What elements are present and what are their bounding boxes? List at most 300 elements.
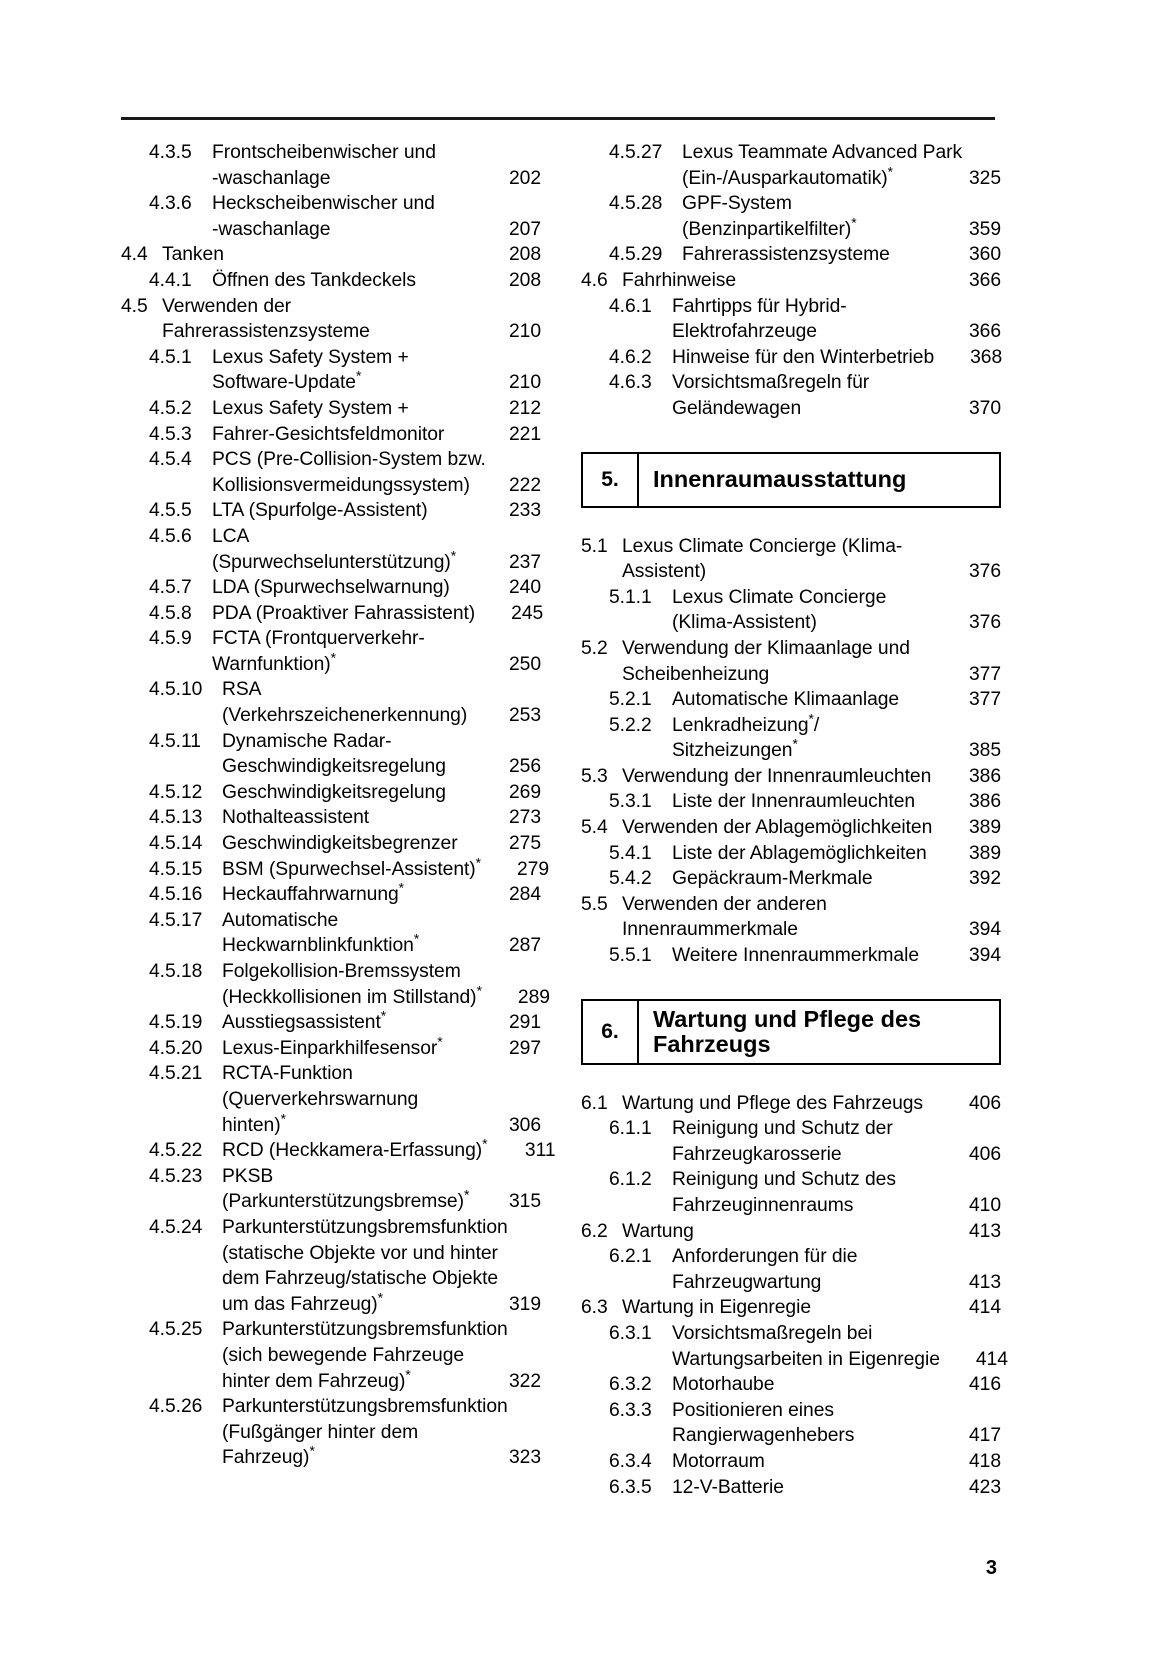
toc-entry-title: (sich bewegende Fahrzeuge [222,1344,465,1366]
toc-entry[interactable] [581,140,1001,191]
toc-entry-page[interactable]: 208 [508,269,541,291]
toc-entry-body [212,524,541,575]
toc-entry-title: Software-Update* [212,367,362,394]
toc-leader-dots [820,1309,956,1310]
toc-entry-number: 4.6.2 [609,346,652,368]
toc-entry[interactable] [121,422,541,448]
toc-entry[interactable] [121,447,541,498]
toc-entry[interactable] [121,879,541,908]
toc-entry-page[interactable]: 256 [508,756,541,778]
toc-leader-dots [379,333,496,334]
toc-entry-page[interactable]: 311 [524,1140,556,1162]
toc-entry[interactable] [581,1244,1001,1295]
toc-leader-dots [830,1284,956,1285]
toc-entry-line [222,1087,541,1113]
toc-entry-title: Fahrhinweise [622,269,737,291]
toc-entry-title: Motorraum [672,1450,765,1472]
toc-entry[interactable] [581,636,1001,687]
toc-entry-body [622,764,1001,790]
toc-entry-line [672,1475,1001,1501]
toc-leader-dots [233,256,496,257]
toc-entry-number: 6.3.3 [609,1399,652,1421]
toc-entry-line [222,1366,541,1395]
toc-entry-body [622,1295,1001,1321]
toc-entry[interactable] [121,140,541,191]
toc-entry-line [682,191,1001,217]
toc-entry-page[interactable]: 416 [968,1374,1001,1396]
toc-leader-dots [826,333,956,334]
toc-entry-title: (Parkunterstützungsbremse)* [222,1186,470,1213]
toc-entry-body [222,1061,541,1138]
toc-entry-title: Lexus-Einparkhilfesensor* [222,1033,443,1059]
toc-entry-number: 6.3.5 [609,1476,652,1498]
toc-leader-dots [902,180,956,181]
toc-entry-number: 4.5.17 [149,909,203,931]
toc-entry-page[interactable]: 376 [968,612,1001,634]
toc-entry-number: 4.5.27 [609,142,663,163]
toc-entry-page[interactable]: 385 [968,740,1001,762]
toc-entry-page[interactable]: 386 [968,765,1001,787]
toc-entry[interactable] [581,370,1001,421]
toc-entry-number: 4.5.11 [149,730,201,752]
toc-entry-body [222,1394,541,1471]
chapter-header[interactable] [581,452,1001,508]
toc-leader-dots [928,957,956,958]
toc-entry[interactable] [581,892,1001,943]
toc-entry[interactable] [121,498,541,524]
toc-entry[interactable] [581,710,1001,764]
toc-entry-page[interactable]: 414 [968,1297,1001,1319]
toc-entry[interactable] [121,601,544,627]
toc-entry-number: 5.4 [581,817,608,839]
toc-entry[interactable] [581,268,1001,294]
toc-entry-page[interactable]: 417 [968,1425,1001,1447]
toc-entry-body [212,191,541,242]
toc-leader-dots [774,1463,956,1464]
toc-entry-number: 4.6.3 [609,372,652,394]
toc-entry-title: Fahrzeuginnenraums [672,1195,854,1216]
toc-entry-title: (Heckkollisionen im Stillstand)* [222,982,482,1008]
toc-entry-title: Ausstiegsassistent* [222,1007,387,1034]
toc-entry-number: 6.3.2 [609,1374,652,1396]
toc-entry-line [212,649,541,678]
toc-entry[interactable] [121,396,541,422]
toc-entry[interactable] [121,294,541,345]
toc-entry-page[interactable]: 406 [968,1092,1001,1114]
toc-entry-line [222,703,541,729]
toc-entry[interactable] [121,626,541,677]
toc-entry[interactable] [581,191,1001,242]
toc-entry-body [682,242,1001,268]
toc-entry[interactable] [581,585,1001,636]
toc-entry-page[interactable]: 360 [968,244,1001,266]
toc-entry-line [622,764,1001,790]
toc-leader-dots [491,999,505,1000]
toc-entry-number: 4.5.14 [149,833,203,855]
toc-leader-dots [490,871,504,872]
toc-entry-page[interactable]: 394 [968,919,1001,941]
toc-entry-page[interactable]: 297 [508,1037,541,1059]
toc-entry-page[interactable]: 414 [975,1348,1008,1370]
toc-leader-dots [339,231,496,232]
toc-entry-body [212,140,541,191]
toc-entry-title: Liste der Ablagemöglichkeiten [672,842,927,864]
toc-entry[interactable] [581,1116,1001,1167]
toc-leader-dots [703,1233,956,1234]
toc-entry-title: Verwendung der Innenraumleuchten [622,765,932,787]
toc-entry[interactable] [121,805,541,831]
toc-entry[interactable] [121,242,541,268]
toc-entry-number: 4.5.2 [149,397,192,419]
toc-entry-title: LDA (Spurwechselwarnung) [212,577,450,599]
toc-entry[interactable] [581,866,1001,892]
toc-entry-line [682,214,1001,243]
toc-entry-page[interactable]: 368 [970,346,1003,368]
chapter-header[interactable] [581,999,1001,1065]
toc-entry-line [212,547,541,576]
toc-entry-page[interactable]: 386 [968,791,1001,813]
toc-entry-line [222,1420,541,1446]
toc-entry-page[interactable]: 202 [508,167,541,189]
toc-entry-title: FCTA (Frontquerverkehr- [212,628,425,650]
toc-entry-page[interactable]: 210 [508,321,541,343]
toc-entry-line [222,1266,541,1292]
toc-entry-title: Geschwindigkeitsbegrenzer [222,833,458,855]
toc-entry-line [222,1033,541,1062]
toc-entry[interactable] [581,841,1001,867]
toc-entry[interactable] [581,1475,1001,1501]
toc-entry-title: Wartung [622,1220,694,1242]
toc-entry-number: 6.3 [581,1297,608,1319]
toc-entry-title: (Querverkehrswarnung [222,1088,419,1110]
toc-entry-body [222,908,541,959]
toc-entry-title: Heckauffahrwarnung* [222,879,405,906]
toc-entry-number: 4.6.1 [609,295,652,317]
toc-entry-page[interactable]: 413 [968,1271,1001,1293]
toc-entry[interactable] [121,831,541,857]
toc-entry-page[interactable]: 210 [508,372,541,394]
toc-entry-page[interactable]: 237 [508,551,541,573]
toc-entry-page[interactable]: 273 [508,807,541,829]
toc-leader-dots [943,359,957,360]
toc-entry-number: 4.5.29 [609,244,663,266]
toc-entry[interactable] [581,1219,1001,1245]
toc-leader-dots [467,845,496,846]
toc-entry-title: PKSB [222,1165,274,1187]
toc-entry-body [672,1398,1001,1449]
toc-entry[interactable] [581,1321,1008,1372]
toc-leader-dots [826,624,956,625]
toc-leader-dots [455,768,496,769]
toc-leader-dots [862,1207,956,1208]
toc-entry-page[interactable]: 366 [968,321,1001,343]
toc-entry[interactable] [581,815,1001,841]
toc-entry[interactable] [581,943,1001,969]
toc-entry-title: Verwenden der Ablagemöglichkeiten [622,817,933,839]
toc-entry[interactable] [581,345,1001,371]
toc-entry-line [162,242,541,268]
toc-entry-body [672,585,1001,636]
toc-entry-body [222,729,541,780]
toc-entry-title: (Verkehrszeichenerkennung) [222,705,468,727]
toc-entry[interactable] [121,191,541,242]
toc-entry[interactable] [581,242,1001,268]
toc-entry[interactable] [121,1215,541,1317]
toc-entry-line [672,1372,1001,1398]
toc-entry-page[interactable]: 413 [968,1220,1001,1242]
toc-leader-dots [339,180,496,181]
toc-entry-title: Wartungsarbeiten in Eigenregie [672,1348,940,1370]
toc-column-left [121,140,556,1500]
toc-entry-body [622,1091,1001,1117]
toc-entry[interactable] [121,854,550,883]
toc-entry-body [212,345,541,396]
toc-entry-page[interactable]: 207 [508,218,541,240]
toc-entry-line [222,1289,541,1318]
toc-leader-dots [778,676,956,677]
toc-entry-page[interactable]: 222 [508,474,541,496]
toc-entry-page[interactable]: 325 [968,167,1001,189]
toc-leader-dots [484,615,498,616]
toc-entry-line [222,1007,541,1036]
toc-entry[interactable] [581,789,1001,815]
toc-entry-number: 4.5 [121,295,148,317]
toc-entry[interactable] [581,1295,1001,1321]
toc-entry[interactable] [581,687,1001,713]
toc-entry[interactable] [121,908,541,959]
toc-entry-body [212,396,541,422]
toc-entry-page[interactable]: 212 [508,397,541,419]
toc-entry-body [222,805,541,831]
toc-entry[interactable] [121,1394,541,1471]
toc-entry-page[interactable]: 377 [968,663,1001,685]
toc-leader-dots [455,794,496,795]
toc-entry-page[interactable]: 370 [968,397,1001,419]
toc-entry[interactable] [581,764,1001,790]
toc-entry-page[interactable]: 279 [517,858,550,880]
toc-entry-number: 5.2.1 [609,689,652,711]
toc-entry-title: dem Fahrzeug/statische Objekte [222,1268,499,1290]
toc-entry-page[interactable]: 423 [968,1476,1001,1498]
toc-entry-page[interactable]: 315 [508,1191,541,1213]
toc-entry-line [212,601,544,627]
toc-entry-number: 5.5.1 [609,945,652,967]
toc-entry-body [672,866,1001,892]
toc-entry[interactable] [581,1398,1001,1449]
toc-entry-page[interactable]: 275 [508,833,541,855]
toc-entry-title: hinten)* [222,1110,286,1136]
toc-entry-title: LCA [212,525,250,547]
chapter-title: Innenraumausstattung [653,466,907,493]
toc-entry-line [222,831,541,857]
toc-entry-page[interactable]: 418 [968,1450,1001,1472]
toc-entry[interactable] [121,345,541,396]
toc-leader-dots [810,410,956,411]
chapter-number: 5. [583,454,639,506]
toc-entry-title: -waschanlage [212,218,331,240]
toc-entry-title: Parkunterstützungsbremsfunktion [222,1396,508,1418]
toc-entry-number: 4.5.9 [149,628,192,650]
toc-entry-title: LTA (Spurfolge-Assistent) [212,500,428,522]
toc-entry-number: 4.5.15 [149,858,203,880]
toc-entry[interactable] [121,1135,556,1164]
toc-entry[interactable] [121,1061,541,1138]
toc-leader-dots [882,880,957,881]
toc-entry-number: 5.4.1 [609,842,652,864]
toc-entry-page[interactable]: 389 [968,842,1001,864]
toc-entry-title: Automatische Klimaanlage [672,689,900,711]
toc-entry-body [222,1007,541,1036]
toc-entry-page[interactable]: 394 [968,945,1001,967]
toc-entry-body [682,140,1001,191]
toc-entry-number: 6.1.2 [609,1169,652,1191]
toc-entry-line [212,524,541,550]
toc-entry-page[interactable]: 377 [968,689,1001,711]
toc-entry-body [672,345,1001,371]
toc-entry-title: Fahrzeug)* [222,1442,315,1469]
toc-entry-page[interactable]: 323 [508,1447,541,1469]
toc-entry-number: 4.5.5 [149,500,192,522]
toc-entry[interactable] [581,294,1001,345]
toc-entry-line [222,1394,541,1420]
toc-entry-page[interactable]: 359 [968,218,1001,240]
toc-entry-number: 6.3.1 [609,1322,652,1344]
toc-entry-line [212,367,541,396]
toc-entry-line [212,422,541,448]
toc-entry-body [622,534,1001,585]
toc-entry-line [222,805,541,831]
toc-entry-page[interactable]: 406 [968,1143,1001,1165]
toc-entry-body [222,1164,541,1215]
toc-leader-dots [459,589,496,590]
toc-entry-title: Warnfunktion)* [212,649,337,675]
toc-entry-title: Lexus Safety System + [212,346,409,368]
toc-entry[interactable] [121,959,550,1010]
toc-entry-line [222,879,541,908]
toc-entry-page[interactable]: 245 [511,602,544,624]
toc-entry-title: Automatische [222,909,339,931]
toc-entry-number: 4.5.24 [149,1216,203,1238]
toc-entry-number: 4.3.5 [149,142,192,163]
toc-entry-page[interactable]: 240 [508,577,541,599]
toc-entry-page[interactable]: 410 [968,1195,1001,1216]
toc-entry-title: PDA (Proaktiver Fahrassistent) [212,602,476,624]
toc-entry-line [212,217,541,243]
toc-entry-page[interactable]: 291 [508,1012,541,1034]
toc-entry[interactable] [581,534,1001,585]
toc-entry-title: RCTA-Funktion [222,1063,353,1085]
toc-entry-title: Dynamische Radar- [222,730,392,752]
toc-entry-line [222,982,550,1011]
toc-entry[interactable] [581,1167,1001,1218]
toc-entry-line [622,1219,1001,1245]
toc-entry-page[interactable]: 366 [968,269,1001,291]
toc-entry-line [222,1442,541,1471]
toc-entry-line [672,866,1001,892]
toc-entry-page[interactable]: 289 [517,986,550,1008]
toc-entry-title: PCS (Pre-Collision-System bzw. [212,449,486,471]
toc-entry-page[interactable]: 221 [508,423,541,445]
toc-entry[interactable] [581,1091,1001,1117]
toc-entry-page[interactable]: 208 [508,244,541,266]
toc-entry-line [672,1423,1001,1449]
toc-entry[interactable] [121,780,541,806]
toc-entry-line [672,1244,1001,1270]
toc-entry-number: 4.5.18 [149,961,203,982]
toc-entry-title: Fahrzeugkarosserie [672,1143,842,1165]
toc-entry-page[interactable]: 287 [508,935,541,957]
toc-entry-page[interactable]: 284 [508,884,541,906]
header-rule [121,117,995,120]
toc-column-right [581,140,1008,1500]
toc-entry-number: 4.5.22 [149,1140,203,1162]
toc-entry-number: 4.3.6 [149,193,192,215]
toc-entry-number: 4.5.13 [149,807,203,829]
toc-entry-title: Geländewagen [672,397,802,419]
toc-entry[interactable] [121,1317,541,1394]
toc-entry-page[interactable]: 269 [508,781,541,803]
toc-entry[interactable] [121,268,541,294]
toc-entry-page[interactable]: 389 [968,817,1001,839]
toc-entry-body [222,1135,556,1164]
toc-entry-page[interactable]: 306 [508,1114,541,1136]
toc-entry-body [212,422,541,448]
toc-entry-page[interactable]: 253 [508,705,541,727]
toc-entry-title: -waschanlage [212,167,331,189]
toc-entry-page[interactable]: 250 [508,653,541,675]
toc-entry-title: (Ein-/Ausparkautomatik)* [682,163,894,189]
toc-entry-title: Nothalteassistent [222,807,370,829]
toc-entry-title: um das Fahrzeug)* [222,1289,384,1315]
toc-entry[interactable] [581,1449,1001,1475]
toc-entry[interactable] [121,1164,541,1215]
toc-entry-body [672,841,1001,867]
toc-entry[interactable] [121,677,541,728]
toc-entry-line [682,140,1001,166]
toc-entry-line [672,687,1001,713]
toc-entry-line [222,754,541,780]
toc-entry-body [672,370,1001,421]
toc-entry-title: Lexus Safety System + [212,397,409,419]
toc-entry-line [222,1135,556,1164]
toc-entry[interactable] [121,1033,541,1062]
toc-entry-page[interactable]: 233 [508,500,541,522]
toc-entry[interactable] [121,1007,541,1036]
toc-entry-line [672,1347,1008,1373]
toc-entry-number: 4.5.23 [149,1165,203,1187]
toc-entry[interactable] [121,524,541,575]
toc-leader-dots [413,896,496,897]
toc-entry-line [162,319,541,345]
toc-entry-page[interactable]: 392 [968,868,1001,890]
toc-leader-dots [420,1383,496,1384]
toc-entry[interactable] [581,1372,1001,1398]
toc-entry-title: Parkunterstützungsbremsfunktion [222,1319,508,1341]
toc-entry-line [672,1116,1001,1142]
toc-entry-page[interactable]: 319 [508,1293,541,1315]
toc-entry-number: 4.5.1 [149,346,192,368]
toc-entry-title: hinter dem Fahrzeug)* [222,1366,411,1392]
toc-entry[interactable] [121,729,541,780]
toc-entry[interactable] [121,575,541,601]
toc-entry-line [222,959,541,985]
toc-entry-line [222,780,541,806]
toc-entry-line [672,1193,1001,1219]
toc-entry-page[interactable]: 322 [508,1370,541,1392]
toc-entry-page[interactable]: 376 [968,561,1001,583]
toc-entry-number: 5.3.1 [609,791,652,813]
toc-entry-line [212,268,541,294]
